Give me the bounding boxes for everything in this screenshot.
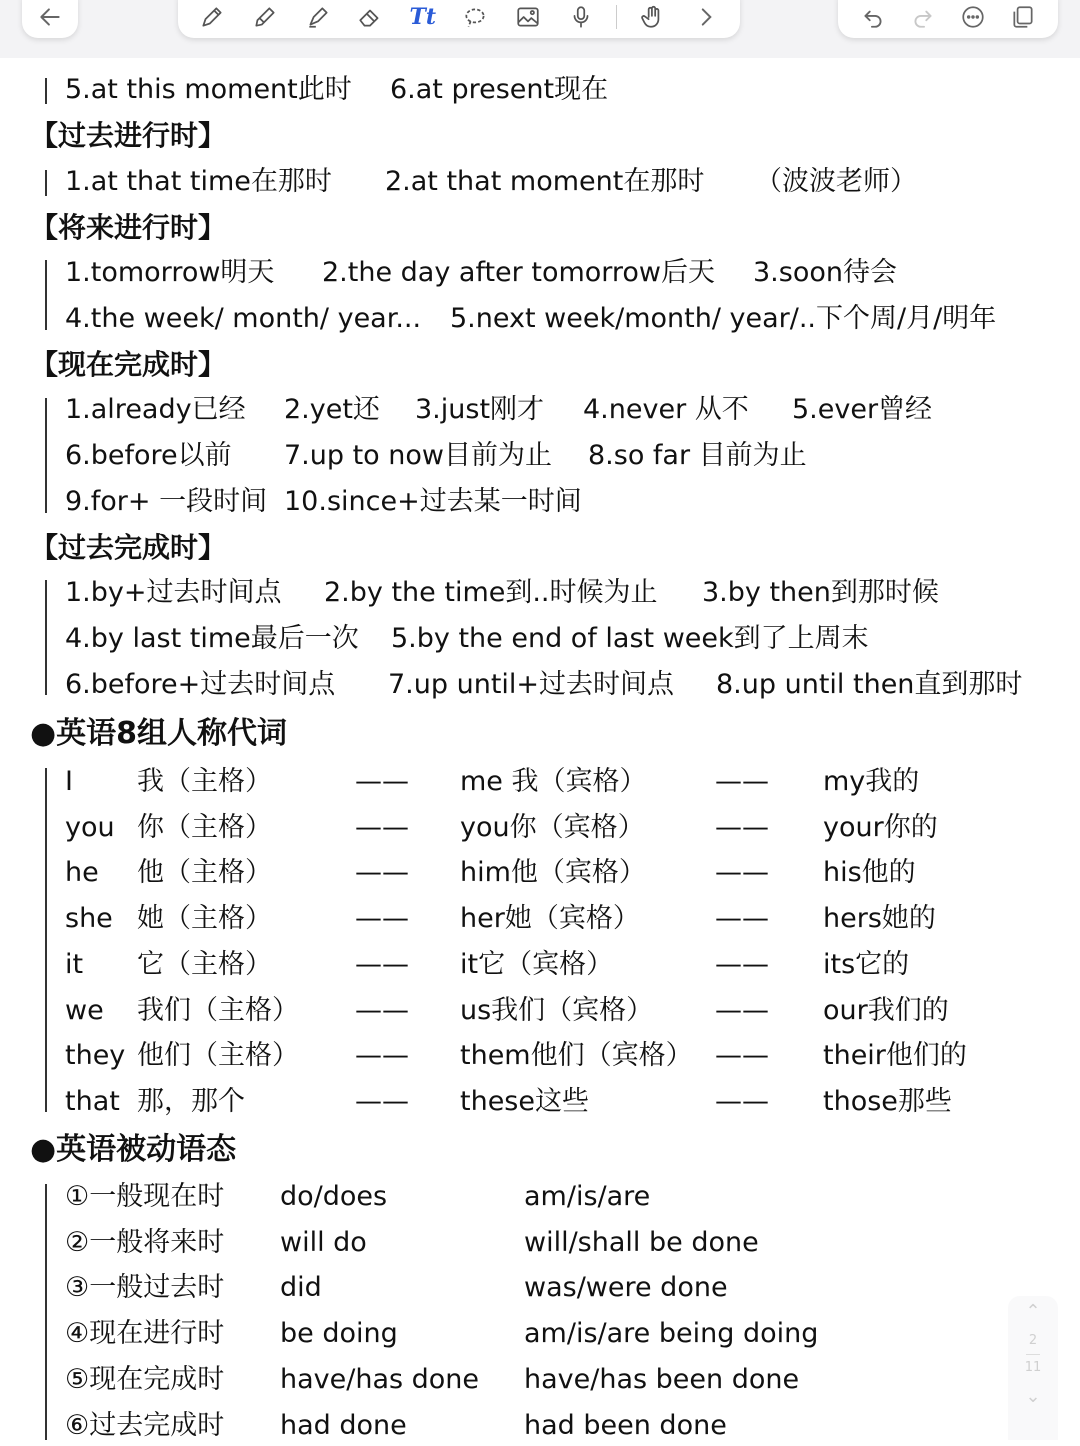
pencil-icon[interactable] bbox=[248, 0, 282, 34]
page-current: 2 bbox=[1028, 1333, 1038, 1348]
list-item: 1.tomorrow明天 bbox=[65, 257, 275, 288]
table-cell: she bbox=[65, 903, 113, 935]
table-cell: ②一般将来时 bbox=[65, 1226, 225, 1258]
list-item: 10.since+过去某一时间 bbox=[284, 486, 582, 517]
list-item: 6.before以前 bbox=[65, 440, 232, 471]
table-cell: hers她的 bbox=[823, 903, 936, 935]
table-cell: our我们的 bbox=[823, 994, 949, 1026]
section-bar bbox=[45, 1184, 47, 1440]
list-item: 7.up to now目前为止 bbox=[284, 440, 552, 471]
table-cell: they bbox=[65, 1040, 126, 1072]
dash-separator: —— bbox=[715, 948, 769, 980]
pages-icon[interactable] bbox=[1006, 0, 1040, 34]
pen-icon[interactable] bbox=[195, 0, 229, 34]
list-item: 5.by the end of last week到了上周末 bbox=[391, 623, 869, 654]
list-item: 6.at present现在 bbox=[390, 74, 609, 105]
image-icon[interactable] bbox=[511, 0, 545, 34]
table-cell: you你（宾格） bbox=[460, 811, 645, 843]
dash-separator: —— bbox=[355, 903, 409, 935]
section-bar bbox=[45, 170, 47, 196]
text-icon-label: Tt bbox=[409, 4, 437, 30]
list-item: 6.before+过去时间点 bbox=[65, 669, 336, 700]
list-item: 5.next week/month/ year/..下个周/月/明年 bbox=[450, 303, 997, 334]
page-indicator bbox=[1008, 1296, 1058, 1440]
table-cell: me 我（宾格） bbox=[460, 766, 647, 797]
back-arrow-icon[interactable] bbox=[33, 0, 67, 34]
table-cell: it bbox=[65, 948, 84, 980]
table-cell: him他（宾格） bbox=[460, 857, 646, 889]
page-total: 11 bbox=[1024, 1360, 1042, 1375]
table-cell: 他们（主格） bbox=[137, 1040, 299, 1072]
lasso-icon[interactable] bbox=[458, 0, 492, 34]
section-heading: 【将来进行时】 bbox=[30, 211, 227, 244]
table-cell: her她（宾格） bbox=[460, 903, 640, 935]
list-item: 4.the week/ month/ year... bbox=[65, 303, 422, 334]
list-item: 5.ever曾经 bbox=[792, 394, 933, 425]
dash-separator: —— bbox=[355, 857, 409, 889]
text-icon[interactable] bbox=[406, 0, 440, 34]
chevron-up-icon[interactable]: ⌃ bbox=[1025, 1301, 1041, 1322]
table-cell: us我们（宾格） bbox=[460, 994, 654, 1026]
toolbar-divider bbox=[616, 5, 617, 29]
table-cell: have/has been done bbox=[524, 1363, 800, 1395]
dash-separator: —— bbox=[355, 1040, 409, 1072]
list-item: 2.by the time到..时候为止 bbox=[324, 577, 658, 608]
table-cell: am/is/are bbox=[524, 1181, 651, 1212]
dash-separator: —— bbox=[715, 857, 769, 889]
microphone-icon[interactable] bbox=[564, 0, 598, 34]
hand-icon[interactable] bbox=[636, 0, 670, 34]
list-item: 3.soon待会 bbox=[753, 257, 897, 288]
dash-separator: —— bbox=[715, 994, 769, 1026]
list-item: 3.just刚才 bbox=[415, 394, 545, 425]
table-cell: your你的 bbox=[823, 811, 938, 843]
list-item: 1.already已经 bbox=[65, 394, 246, 425]
list-item: 1.at that time在那时 bbox=[65, 166, 332, 197]
dash-separator: —— bbox=[355, 766, 409, 797]
list-item: 1.by+过去时间点 bbox=[65, 577, 282, 608]
table-cell: my我的 bbox=[823, 766, 920, 797]
dash-separator: —— bbox=[715, 903, 769, 935]
table-cell: ⑥过去完成时 bbox=[65, 1409, 225, 1441]
section-heading: 【过去完成时】 bbox=[30, 531, 227, 564]
list-item: 2.yet还 bbox=[284, 394, 380, 425]
more-icon[interactable] bbox=[956, 0, 990, 34]
table-cell: had been done bbox=[524, 1409, 727, 1441]
table-cell: was/were done bbox=[524, 1272, 728, 1304]
list-item: 4.by last time最后一次 bbox=[65, 623, 359, 654]
table-cell: ⑤现在完成时 bbox=[65, 1363, 225, 1395]
table-cell: 我（主格） bbox=[137, 766, 272, 797]
table-cell: you bbox=[65, 811, 115, 843]
chevron-down-icon[interactable]: ⌄ bbox=[1025, 1386, 1041, 1407]
list-item: 7.up until+过去时间点 bbox=[388, 669, 675, 700]
section-heading: ●英语被动语态 bbox=[30, 1132, 237, 1167]
section-bar bbox=[45, 768, 47, 1112]
toolbar bbox=[0, 0, 1080, 58]
list-item: 8.up until then直到那时 bbox=[716, 669, 1023, 700]
table-cell: we bbox=[65, 994, 104, 1026]
redo-icon[interactable] bbox=[906, 0, 940, 34]
list-item: 2.at that moment在那时 bbox=[385, 166, 705, 197]
section-bar bbox=[45, 580, 47, 695]
table-cell: it它（宾格） bbox=[460, 948, 614, 980]
table-cell: 那，那个 bbox=[137, 1085, 245, 1117]
dash-separator: —— bbox=[715, 1040, 769, 1072]
table-cell: 他（主格） bbox=[137, 857, 272, 889]
list-item: 9.for+ 一段时间 bbox=[65, 486, 268, 517]
table-cell: 她（主格） bbox=[137, 903, 272, 935]
dash-separator: —— bbox=[715, 766, 769, 797]
table-cell: their他们的 bbox=[823, 1040, 967, 1072]
section-bar bbox=[45, 398, 47, 513]
table-cell: its它的 bbox=[823, 948, 910, 980]
section-bar bbox=[45, 260, 47, 330]
table-cell: will/shall be done bbox=[524, 1226, 759, 1258]
table-cell: I bbox=[65, 766, 73, 797]
toolbar-left-group bbox=[22, 0, 78, 38]
list-item: 4.never 从不 bbox=[583, 394, 749, 425]
table-cell: be doing bbox=[280, 1318, 398, 1350]
eraser-icon[interactable] bbox=[353, 0, 387, 34]
table-cell: them他们（宾格） bbox=[460, 1040, 693, 1072]
table-cell: am/is/are being doing bbox=[524, 1318, 819, 1350]
table-cell: that bbox=[65, 1085, 120, 1117]
table-cell: do/does bbox=[280, 1181, 388, 1212]
table-cell: 我们（主格） bbox=[137, 994, 299, 1026]
chevron-right-icon[interactable] bbox=[689, 0, 723, 34]
table-cell: had done bbox=[280, 1409, 407, 1441]
list-item: 2.the day after tomorrow后天 bbox=[322, 257, 716, 288]
dash-separator: —— bbox=[355, 811, 409, 843]
table-cell: those那些 bbox=[823, 1085, 952, 1117]
toolbar-tools-group bbox=[178, 0, 740, 38]
section-bar bbox=[45, 78, 47, 104]
author-note: （波波老师） bbox=[755, 166, 917, 197]
table-cell: his他的 bbox=[823, 857, 916, 889]
highlighter-icon[interactable] bbox=[301, 0, 335, 34]
table-cell: did bbox=[280, 1272, 322, 1304]
section-heading: ●英语8组人称代词 bbox=[30, 716, 288, 751]
table-cell: ③一般过去时 bbox=[65, 1272, 225, 1304]
table-cell: ①一般现在时 bbox=[65, 1181, 225, 1212]
section-heading: 【现在完成时】 bbox=[30, 348, 227, 381]
table-cell: 你（主格） bbox=[137, 811, 272, 843]
table-cell: these这些 bbox=[460, 1085, 589, 1117]
dash-separator: —— bbox=[355, 1085, 409, 1117]
dash-separator: —— bbox=[715, 1085, 769, 1117]
table-cell: have/has done bbox=[280, 1363, 480, 1395]
list-item: 5.at this moment此时 bbox=[65, 74, 352, 105]
dash-separator: —— bbox=[715, 811, 769, 843]
dash-separator: —— bbox=[355, 994, 409, 1026]
table-cell: he bbox=[65, 857, 99, 889]
list-item: 8.so far 目前为止 bbox=[588, 440, 807, 471]
section-heading: 【过去进行时】 bbox=[30, 119, 227, 152]
toolbar-right-group bbox=[838, 0, 1058, 38]
table-cell: will do bbox=[280, 1226, 367, 1258]
dash-separator: —— bbox=[355, 948, 409, 980]
list-item: 3.by then到那时候 bbox=[702, 577, 939, 608]
undo-icon[interactable] bbox=[856, 0, 890, 34]
table-cell: 它（主格） bbox=[137, 948, 272, 980]
table-cell: ④现在进行时 bbox=[65, 1318, 225, 1350]
